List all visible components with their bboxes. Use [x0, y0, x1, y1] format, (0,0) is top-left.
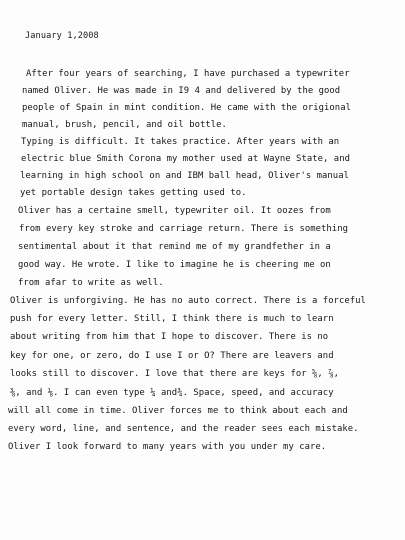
text-line: people of Spain in mint condition. He came with the origional — [22, 103, 351, 113]
text-line: Oliver is unforgiving. He has no auto correct. There is a forceful — [10, 296, 366, 306]
text-line: Typing is difficult. It takes practice. After years with an — [21, 137, 340, 147]
text-line: sentimental about it that remind me of my grandfether in a — [18, 242, 331, 252]
text-line: learning in high school on and IBM ball head, Oliver's manual — [20, 171, 349, 181]
letter-date: January 1,2008 — [25, 31, 99, 41]
text-line: push for every letter. Still, I think there is much to learn — [10, 314, 334, 324]
text-line: Oliver I look forward to many years with you under my care. — [8, 442, 327, 452]
text-line: key for one, or zero, do I use I or O? There are leavers and — [10, 351, 334, 361]
text-line: looks still to discover. I love that there are keys for ⅝, ⅞, — [10, 369, 339, 379]
text-line: yet portable design takes getting used to. — [20, 188, 247, 198]
text-line: about writing from him that I hope to discover. There is no — [10, 332, 329, 342]
text-line: good way. He wrote. I like to imagine he is cheering me on — [18, 260, 331, 270]
text-line: named Oliver. He was made in I9 4 and delivered by the good — [22, 86, 341, 96]
text-line: will all come in time. Oliver forces me to think about each and — [8, 406, 348, 416]
text-line: After four years of searching, I have purchased a typewriter — [26, 69, 350, 79]
text-line: manual, brush, pencil, and oil bottle. — [22, 120, 227, 130]
text-line: Oliver has a certaine smell, typewriter oil. It oozes from — [18, 206, 331, 216]
text-line: ⅜, and ⅛. I can even type ¼ and¾. Space, speed, and accuracy — [10, 388, 334, 398]
text-line: electric blue Smith Corona my mother used at Wayne State, and — [21, 154, 350, 164]
text-line: every word, line, and sentence, and the reader sees each mistake. — [8, 424, 359, 434]
text-line: from every key stroke and carriage return. There is something — [19, 224, 348, 234]
text-line: from afar to write as well. — [18, 278, 164, 288]
